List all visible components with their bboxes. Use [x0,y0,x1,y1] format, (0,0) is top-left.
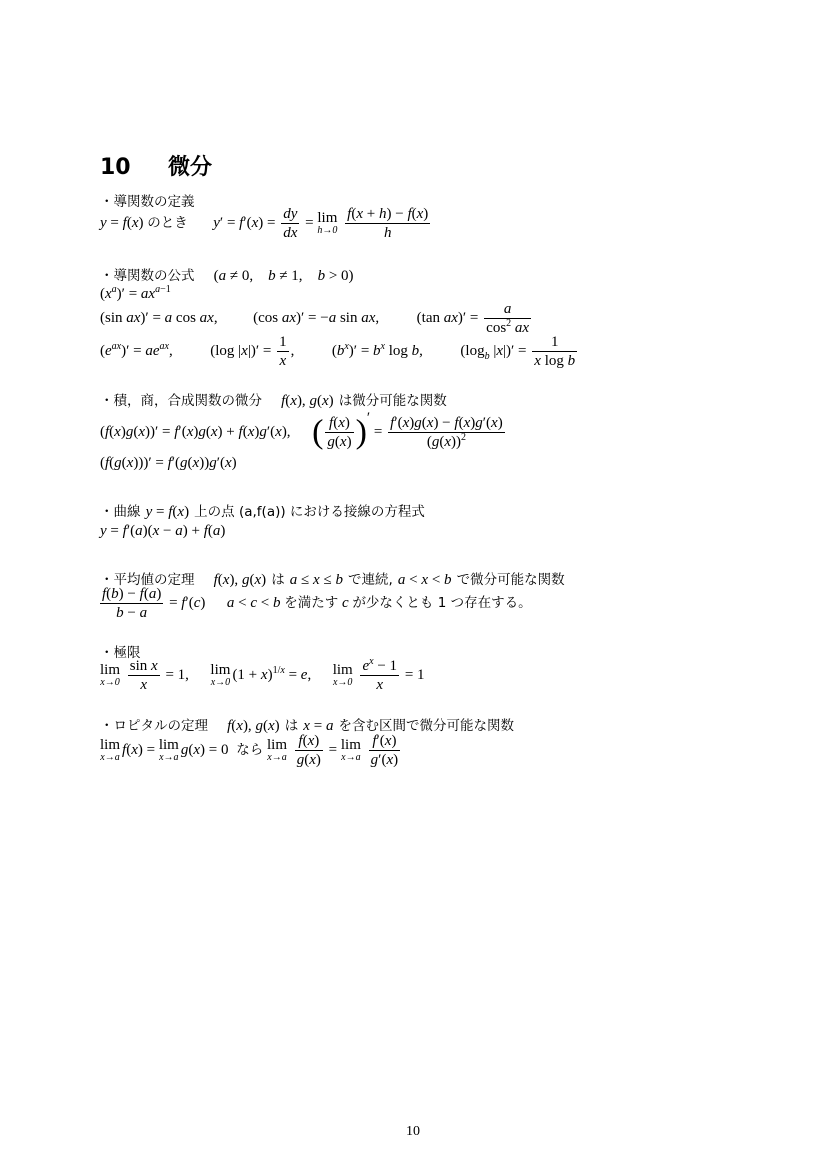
bullet-product-rule-line: ・積，商，合成関数の微分 f(x), g(x) は微分可能な関数 [100,393,447,409]
text-lh-interval: を含む区間で微分可能な関数 [338,718,515,734]
bullet-limits: ・極限 [100,645,141,661]
formula-tangent: y = f′(a)(x − a) + f(a) [100,523,226,539]
text-mvt-is: は [271,572,285,588]
formula-power: $(x^a)' = ax^{a-1}$ [100,284,171,302]
text-exists: が少なくとも 1 つ存在する。 [352,594,532,611]
formula-lhopital: lim x→a f(x) = lim x→a g(x) = 0 なら lim x→a $\frac{f(x)}{g(x)}$ = lim x→a $\frac{f'(x)}{g'(x)}$ [100,733,399,768]
formula-mean-value: $\frac{f(b) - f(a)}{b - a}$ = f′(c) a < c < b を満たす c が少なくとも 1 つ存在する。 [102,586,532,621]
text-continuous: で連続, [348,572,393,588]
section-heading [100,150,212,181]
bullet-product-rule: ・積，商，合成関数の微分 [100,393,262,409]
section-title: 微分 [167,155,212,180]
text-then: なら [236,741,264,758]
bullet-tangent: ・曲線 [100,504,141,520]
formula-product-quotient: (f(x)g(x))′ = f′(x)g(x) + f(x)g′(x), ( $\frac{f(x)}{g(x)}$ )′ = $\frac{f'(x)g(x) - f(x)g'(x)}{(g(x))^2}$ [100,410,503,451]
text-when: のとき [147,214,188,231]
formula-chain-rule: (f(g(x)))′ = f′(g(x))g′(x) [100,455,237,471]
text-differentiable: は微分可能な関数 [338,393,447,409]
text-lh-is: は [284,718,299,734]
text-mvt-diff: で微分可能な関数 [456,572,565,588]
bullet-mean-value: ・平均値の定理 [100,572,195,588]
bullet-derivative-definition: ・導関数の定義 [100,194,195,210]
bullet-derivative-formulas-line: ・導関数の公式 (a ≠ 0, b ≠ 1, b > 0) [100,268,354,284]
bullet-mean-value-line: ・平均値の定理 f(x), g(x) は a ≤ x ≤ b で連続, a < x < b で微分可能な関数 [100,572,565,588]
bullet-tangent-line: ・曲線 y = f(x) 上の点 (a,f(a)) における接線の方程式 [100,504,425,520]
formula-exp-log: $(e^{ax})' = ae^{ax}$, (log |x|)′ = $\frac{1}{x}$ , $(b^x)' = b^x$ log b, ($\log_b$ |x|)′ = $\frac{1}{\text{x log b}}$ [100,334,576,369]
bullet-lhopital: ・ロピタルの定理 [100,718,208,734]
text-tangent-on: 上の点 (a,f(a)) における接線の方程式 [194,504,425,520]
text-satisfying: を満たす [284,594,339,611]
formula-limits: lim x→0 $\frac{\text{sin x}}{x}$ = 1, lim x→0 $(1 + x)^{1/x} = e$, lim x→0 $\frac{e^x - 1}{x}$ = 1 [100,656,425,693]
formula-derivative-definition: y = f(x) のとき y′ = f′(x) = $\frac{dy}{dx}$ = lim h→0 $\frac{f(x + h) - f(x)}{h}$ [100,206,429,241]
section-number: 10 [100,155,131,180]
formula-trig: (sin ax)′ = a cos ax, (cos ax)′ = −a sin ax, (tan ax)′ = $\frac{a}{\cos^2 ax}$ [100,301,530,337]
bullet-lhopital-line: ・ロピタルの定理 f(x), g(x) は x = a を含む区間で微分可能な関数 [100,718,515,734]
page-number: 10 [406,1124,420,1139]
bullet-derivative-formulas: ・導関数の公式 [100,268,195,284]
